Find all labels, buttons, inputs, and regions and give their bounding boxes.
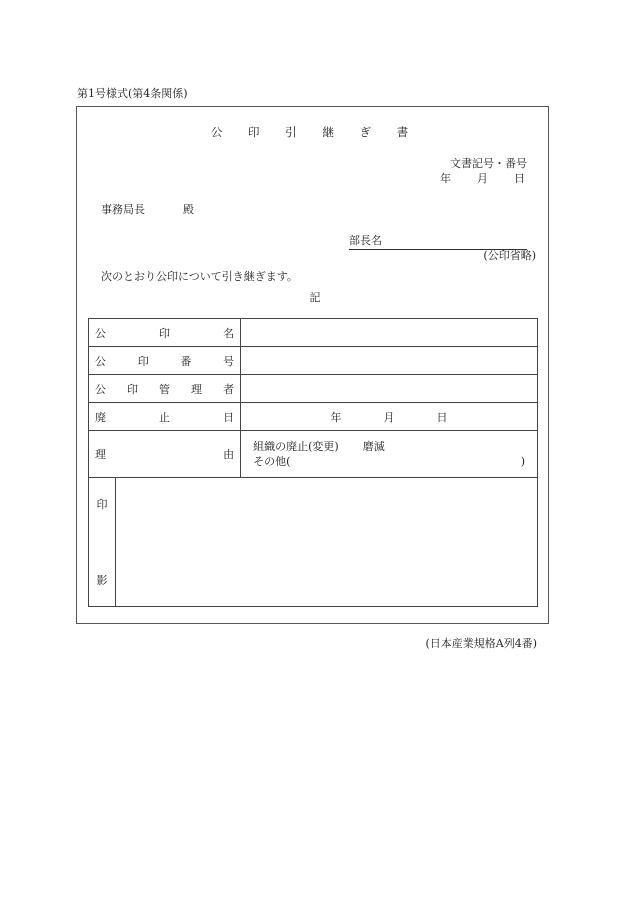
label-char: 日 <box>223 410 235 424</box>
label-char: 印 <box>137 354 149 368</box>
label-char: 番 <box>180 354 192 368</box>
seal-transfer-table <box>88 318 538 607</box>
document-number-label: 文書記号・番号 <box>450 157 527 170</box>
label-char: 理 <box>191 382 203 396</box>
date-month: 月 <box>477 172 488 185</box>
seal-manager-value <box>241 375 538 403</box>
table-row-seal-impression <box>89 478 538 607</box>
table-row-abolition-date <box>89 403 538 431</box>
paper-size-note: (日本産業規格A列4番) <box>425 637 537 650</box>
label-char: 由 <box>223 448 235 461</box>
label-char: 影 <box>96 574 108 587</box>
table-row-seal-name <box>89 319 538 347</box>
ki-heading: 記 <box>309 291 321 304</box>
label-char: 印 <box>96 498 108 511</box>
label-char: 廃 <box>95 410 106 424</box>
seal-impression-area <box>116 478 538 607</box>
label-char: 理 <box>95 448 106 461</box>
seal-omitted-note: (公印省略) <box>483 249 536 262</box>
form-number-label: 第1号様式(第4条関係) <box>77 87 188 100</box>
date-year: 年 <box>330 410 342 424</box>
addressee-name: 事務局長 <box>101 203 145 216</box>
label-char: 印 <box>159 326 171 340</box>
date-month: 月 <box>383 410 395 424</box>
reason-label <box>89 431 241 478</box>
sender-title: 部長名 <box>349 232 527 250</box>
seal-number-value <box>241 347 538 375</box>
addressee-honorific: 殿 <box>183 203 194 216</box>
abolition-date-label <box>89 403 241 431</box>
label-char: 管 <box>159 382 171 396</box>
abolition-date-value <box>241 403 538 431</box>
label-char: 止 <box>159 410 171 424</box>
table-row-seal-manager <box>89 375 538 403</box>
reason-value <box>241 431 538 478</box>
reason-option-other: その他( <box>253 455 291 468</box>
label-char: 公 <box>95 354 106 368</box>
reason-option-abolition: 組織の廃止(変更) <box>253 440 339 453</box>
seal-name-value <box>241 319 538 347</box>
label-char: 者 <box>223 382 235 396</box>
table-row-seal-number <box>89 347 538 375</box>
date-year: 年 <box>440 172 451 185</box>
date-day: 日 <box>436 410 448 424</box>
table-row-reason <box>89 431 538 478</box>
date-day: 日 <box>514 172 525 185</box>
issue-date <box>440 170 525 186</box>
reason-option-wear: 磨滅 <box>362 440 385 453</box>
label-char: 号 <box>223 354 235 368</box>
seal-number-label <box>89 347 241 375</box>
label-char: 印 <box>127 382 139 396</box>
document-title: 公 印 引 継 ぎ 書 <box>210 125 420 139</box>
addressee <box>101 201 194 217</box>
body-text: 次のとおり公印について引き継ぎます。 <box>101 270 298 283</box>
reason-option-other-close: ) <box>520 455 525 468</box>
seal-manager-label <box>89 375 241 403</box>
label-char: 名 <box>223 326 235 340</box>
seal-impression-label <box>89 478 116 607</box>
seal-name-label <box>89 319 241 347</box>
label-char: 公 <box>95 326 106 340</box>
label-char: 公 <box>95 382 106 396</box>
